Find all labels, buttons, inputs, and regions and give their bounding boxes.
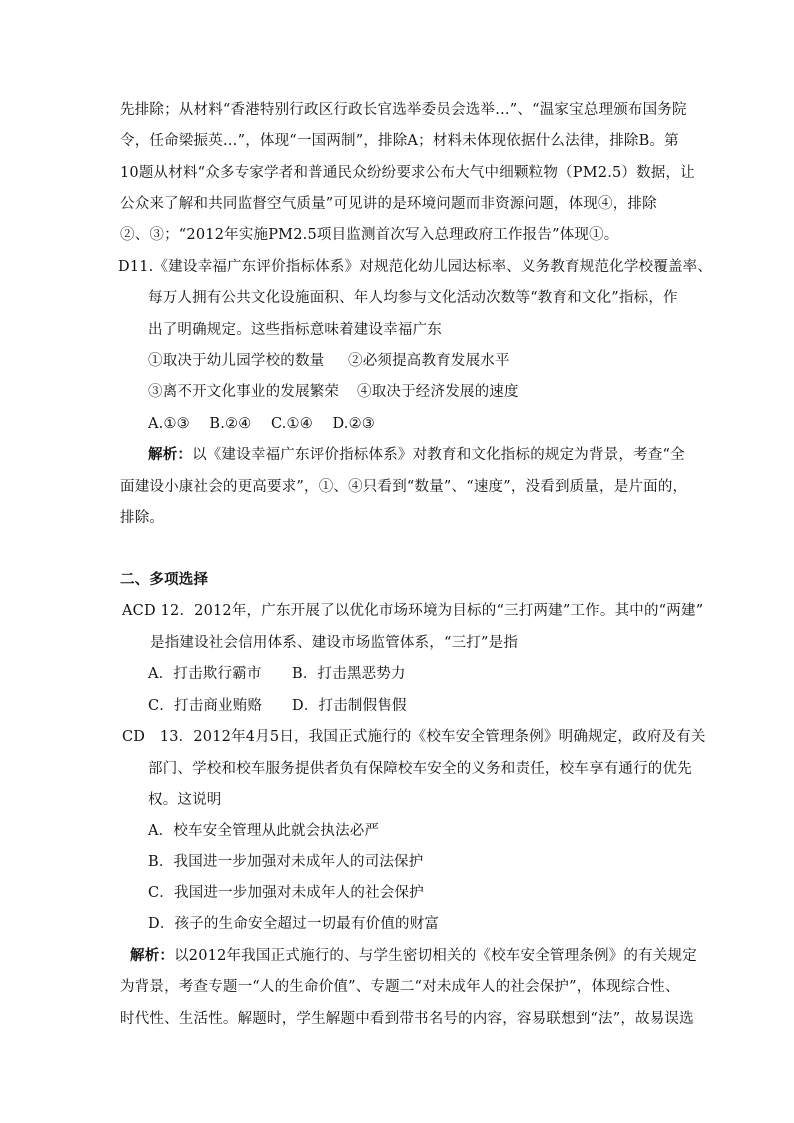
q11-analysis-line-3: 排除。	[120, 510, 165, 526]
q11-option-4: ④取决于经济发展的速度	[357, 384, 519, 400]
q12-option-a: A．打击欺行霸市	[148, 666, 262, 682]
q13-line-2: 部门、学校和校车服务提供者负有保障校车安全的义务和责任，校车享有通行的优先	[148, 761, 692, 777]
q11-option-2: ②必须提高教育发展水平	[348, 353, 510, 369]
q11-analysis-text-1: 以《建设幸福广东评价指标体系》对教育和文化指标的规定为背景，考查“全	[192, 447, 685, 463]
q12-option-c: C．打击商业贿赂	[148, 698, 263, 714]
q11-line-1: D11.《建设幸福广东评价指标体系》对规范化幼儿园达标率、义务教育规范化学校覆盖率、	[118, 259, 713, 275]
q13-analysis-line-2: 为背景，考查专题一“人的生命价值”、专题二“对未成年人的社会保护”，体现综合性、	[120, 979, 680, 995]
q13-option-c: C．我国进一步加强对未成年人的社会保护	[148, 885, 424, 901]
intro-line-3: 10题从材料“众多专家学者和普通民众纷纷要求公布大气中细颗粒物（PM2.5）数据，让	[120, 165, 695, 181]
intro-line-5: ②、③；“2012年实施PM2.5项目监测首次写入总理政府工作报告”体现①。	[120, 227, 619, 243]
q13-option-b: B．我国进一步加强对未成年人的司法保护	[148, 854, 424, 870]
q13-option-d: D．孩子的生命安全超过一切最有价值的财富	[148, 916, 440, 932]
q13-line-1: CD 13．2012年4月5日，我国正式施行的《校车安全管理条例》明确规定，政府及有关	[122, 729, 706, 745]
q11-line-3: 出了明确规定。这些指标意味着建设幸福广东	[148, 322, 442, 338]
q11-choices: A.①③ B.②④ C.①④ D.②③	[148, 416, 375, 432]
q13-analysis-text-1: 以2012年我国正式施行的、与学生密切相关的《校车安全管理条例》的有关规定	[174, 948, 697, 964]
q12-option-b: B．打击黑恶势力	[292, 666, 406, 682]
q12-line-1: ACD 12．2012年，广东开展了以优化市场环境为目标的“三打两建”工作。其中的“两建”	[122, 603, 704, 619]
q13-analysis-label: 解析：	[130, 947, 175, 964]
intro-line-1: 先排除；从材料“香港特别行政区行政长官选举委员会选举…”、“温家宝总理颁布国务院	[120, 102, 687, 118]
q11-option-3: ③离不开文化事业的发展繁荣	[148, 384, 340, 400]
q11-analysis-label: 解析：	[148, 446, 193, 463]
q11-analysis-line-2: 面建设小康社会的更高要求”，①、④只看到“数量”、“速度”，没看到质量，是片面的，	[120, 479, 688, 495]
section-heading: 二、多项选择	[120, 571, 209, 588]
q12-line-2: 是指建设社会信用体系、建设市场监管体系，“三打”是指	[150, 635, 519, 651]
intro-line-4: 公众来了解和共同监督空气质量”可见讲的是环境问题而非资源问题，体现④，排除	[120, 196, 657, 212]
q11-option-1: ①取决于幼儿园学校的数量	[148, 353, 325, 369]
q13-line-3: 权。这说明	[148, 792, 222, 808]
q12-option-d: D．打击制假售假	[292, 698, 407, 714]
q13-analysis-line-1	[130, 946, 697, 966]
intro-line-2: 令，任命梁振英…”，体现“一国两制”，排除A；材料未体现依据什么法律，排除B。第	[120, 133, 679, 149]
q13-analysis-line-3: 时代性、生活性。解题时，学生解题中看到带书名号的内容，容易联想到“法”，故易误选	[120, 1011, 694, 1027]
q11-line-2: 每万人拥有公共文化设施面积、年人均参与文化活动次数等“教育和文化”指标，作	[148, 290, 678, 306]
q13-option-a: A．校车安全管理从此就会执法必严	[148, 823, 380, 839]
q11-analysis-line-1	[148, 445, 685, 465]
